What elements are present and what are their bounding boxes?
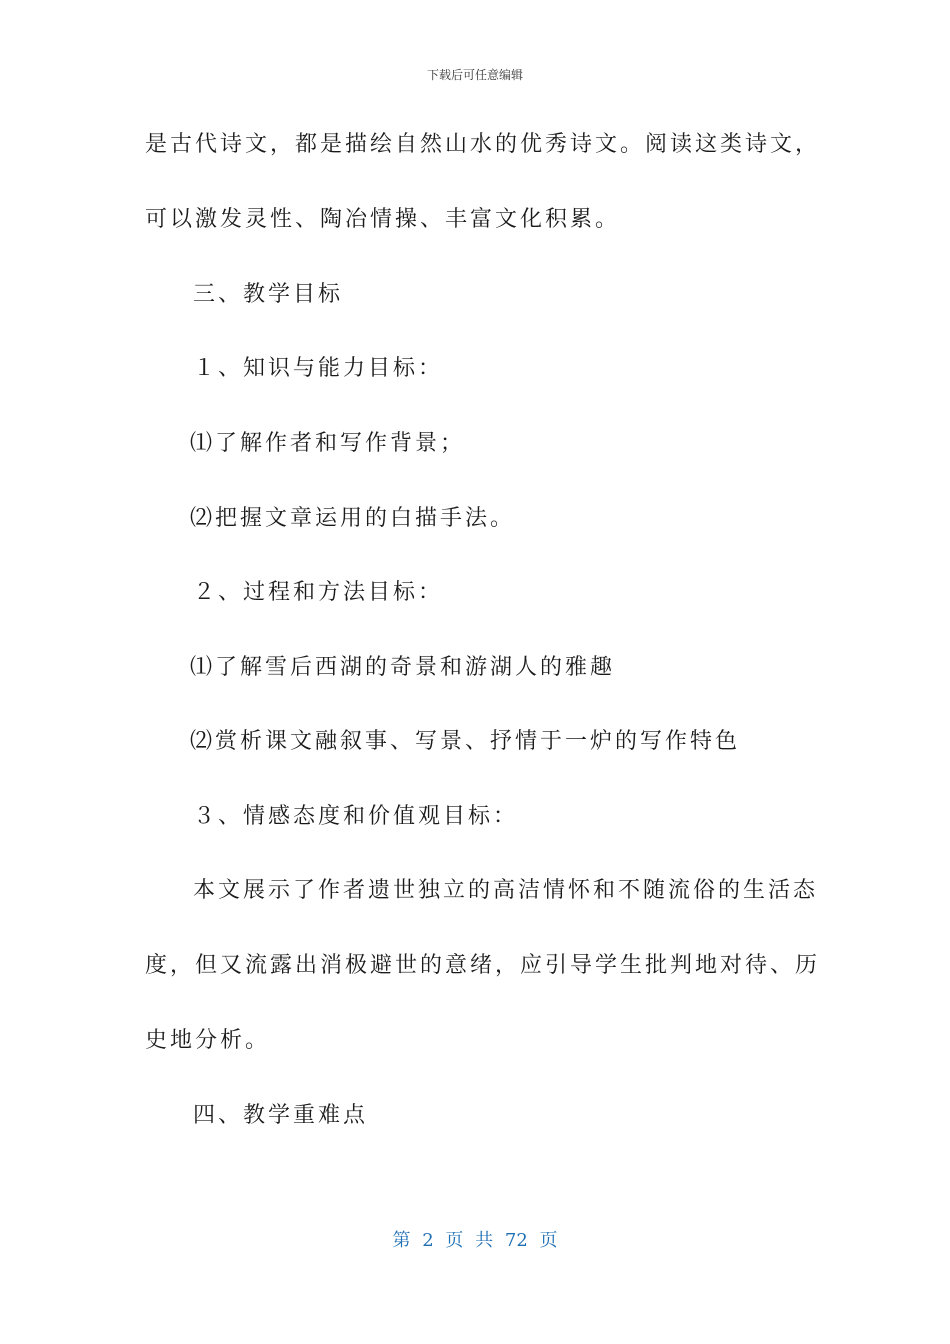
footer-gong: 共 xyxy=(475,1230,494,1251)
footer-total-pages: 72 xyxy=(504,1230,528,1251)
page-header-note: 下载后可任意编辑 xyxy=(426,68,523,82)
objective-1-item-1: ⑴了解作者和写作背景； xyxy=(190,431,466,456)
objective-3-paragraph-line-3: 史地分析。 xyxy=(145,1028,271,1053)
section-heading-key-points: 四、教学重难点 xyxy=(193,1103,369,1128)
objective-2-heading: ２、过程和方法目标： xyxy=(193,580,444,605)
objective-1-heading: １、知识与能力目标： xyxy=(193,356,444,381)
page-footer xyxy=(0,1226,950,1252)
section-heading-objectives: 三、教学目标 xyxy=(193,282,344,307)
objective-3-paragraph-line-2: 度，但又流露出消极避世的意绪，应引导学生批判地对待、历 xyxy=(145,953,821,978)
footer-ye: 页 xyxy=(445,1230,464,1251)
objective-2-item-2: ⑵赏析课文融叙事、写景、抒情于一炉的写作特色 xyxy=(190,729,741,754)
objective-2-item-1: ⑴了解雪后西湖的奇景和游湖人的雅趣 xyxy=(190,655,616,680)
footer-di: 第 xyxy=(392,1230,411,1251)
objective-3-paragraph-line-1: 本文展示了作者遗世独立的高洁情怀和不随流俗的生活态 xyxy=(193,878,819,903)
body-line-2: 可以激发灵性、陶冶情操、丰富文化积累。 xyxy=(145,207,621,232)
body-line-1: 是古代诗文，都是描绘自然山水的优秀诗文。阅读这类诗文， xyxy=(145,132,821,157)
objective-1-item-2: ⑵把握文章运用的白描手法。 xyxy=(190,506,516,531)
footer-current-page: 2 xyxy=(422,1230,434,1251)
footer-ye-end: 页 xyxy=(539,1230,558,1251)
objective-3-heading: ３、情感态度和价值观目标： xyxy=(193,804,519,829)
